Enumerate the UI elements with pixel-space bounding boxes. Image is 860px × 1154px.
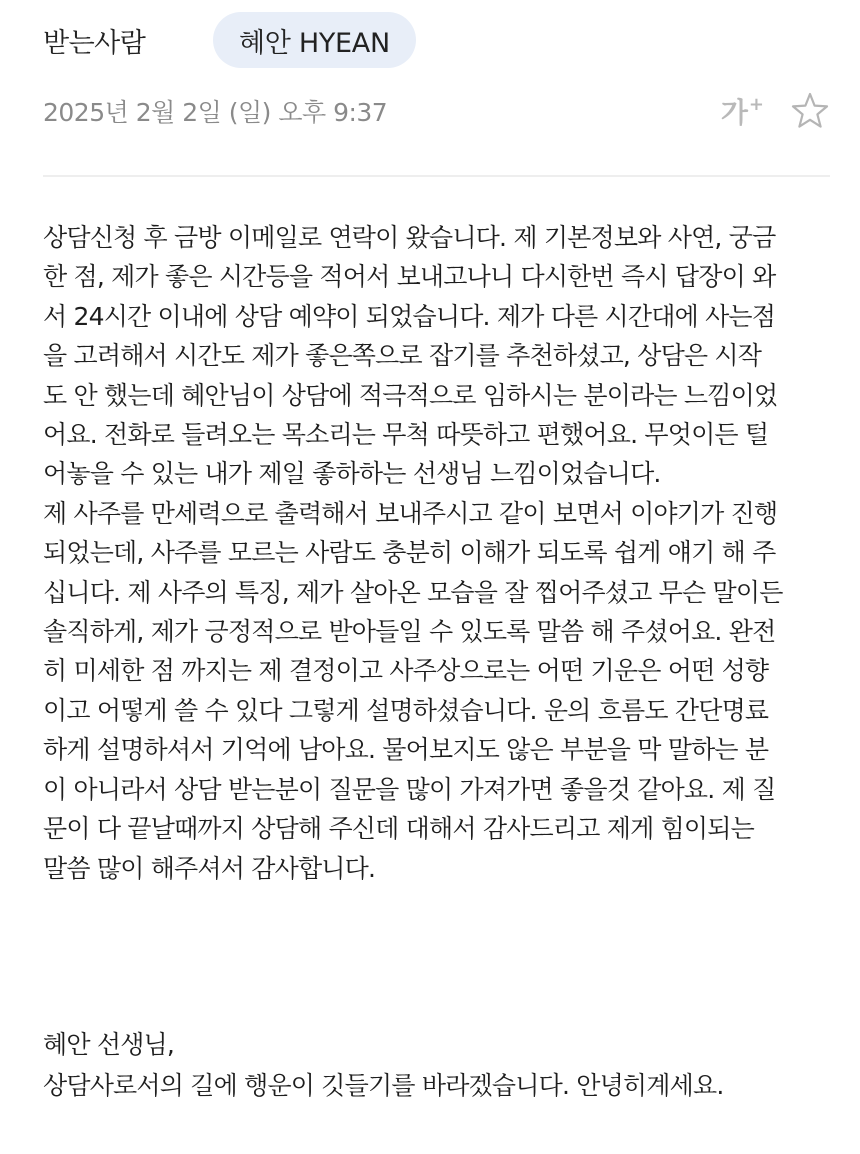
body-line: 문이 다 끝날때까지 상담해 주신데 대해서 감사드리고 제게 힘이되는 xyxy=(43,814,754,844)
font-size-label: 가 xyxy=(720,96,748,129)
font-size-button[interactable] xyxy=(721,91,764,131)
recipient-chip[interactable]: 혜안 HYEAN xyxy=(213,12,416,68)
body-line: 솔직하게, 제가 긍정적으로 받아들일 수 있도록 말씀 해 주셨어요. 완전 xyxy=(43,617,776,647)
body-line: 말씀 많이 해주셔서 감사합니다. xyxy=(43,853,376,883)
body-line: 어요. 전화로 들려오는 목소리는 무척 따뜻하고 편했어요. 무엇이든 털 xyxy=(43,420,769,450)
closing-message: 상담사로서의 길에 행운이 깃들기를 바라겠습니다. 안녕히계세요. xyxy=(43,1071,724,1100)
body-line: 상담신청 후 금방 이메일로 연락이 왔습니다. 제 기본정보와 사연, 궁금 xyxy=(43,223,776,252)
closing-salutation: 혜안 선생님, xyxy=(43,1030,175,1059)
body-line: 되었는데, 사주를 모르는 사람도 충분히 이해가 되도록 쉽게 얘기 해 주 xyxy=(43,538,776,568)
body-line: 제 사주를 만세력으로 출력해서 보내주시고 같이 보면서 이야기가 진행 xyxy=(43,498,778,528)
recipient-label: 받는사람 xyxy=(43,27,146,59)
body-line: 이고 어떻게 쓸 수 있다 그렇게 설명하셨습니다. 운의 흐름도 간단명료 xyxy=(43,695,769,725)
body-line: 어놓을 수 있는 내가 제일 좋하하는 선생님 느낌이었습니다. xyxy=(43,459,661,489)
body-line: 도 안 했는데 혜안님이 상담에 적극적으로 임하시는 분이라는 느낌이었 xyxy=(43,380,778,410)
body-line: 한 점, 제가 좋은 시간등을 적어서 보내고나니 다시한번 즉시 답장이 와 xyxy=(43,262,776,292)
sent-date: 2025년 2월 2일 (일) 오후 9:37 xyxy=(43,98,388,127)
body-line: 을 고려해서 시간도 제가 좋은쪽으로 잡기를 추천하셨고, 상담은 시작 xyxy=(43,341,762,371)
recipient-row xyxy=(43,12,830,68)
star-outline-icon[interactable] xyxy=(790,91,830,131)
mail-closing xyxy=(43,1024,723,1106)
font-size-plus: + xyxy=(748,94,764,115)
body-line: 서 24시간 이내에 상담 예약이 되었습니다. 제가 다른 시간대에 사는점 xyxy=(43,301,776,331)
header-divider xyxy=(43,175,830,177)
body-line: 이 아니라서 상담 받는분이 질문을 많이 가져가면 좋을것 같아요. 제 질 xyxy=(43,774,776,804)
body-line: 히 미세한 점 까지는 제 결정이고 사주상으로는 어떤 기운은 어떤 성향 xyxy=(43,656,769,686)
mail-body xyxy=(43,218,843,888)
body-line: 하게 설명하셔서 기억에 남아요. 물어보지도 않은 부분을 막 말하는 분 xyxy=(43,735,769,765)
body-line: 십니다. 제 사주의 특징, 제가 살아온 모습을 잘 찝어주셨고 무슨 말이든 xyxy=(43,577,783,607)
mail-actions xyxy=(721,91,830,131)
meta-row xyxy=(43,88,830,134)
